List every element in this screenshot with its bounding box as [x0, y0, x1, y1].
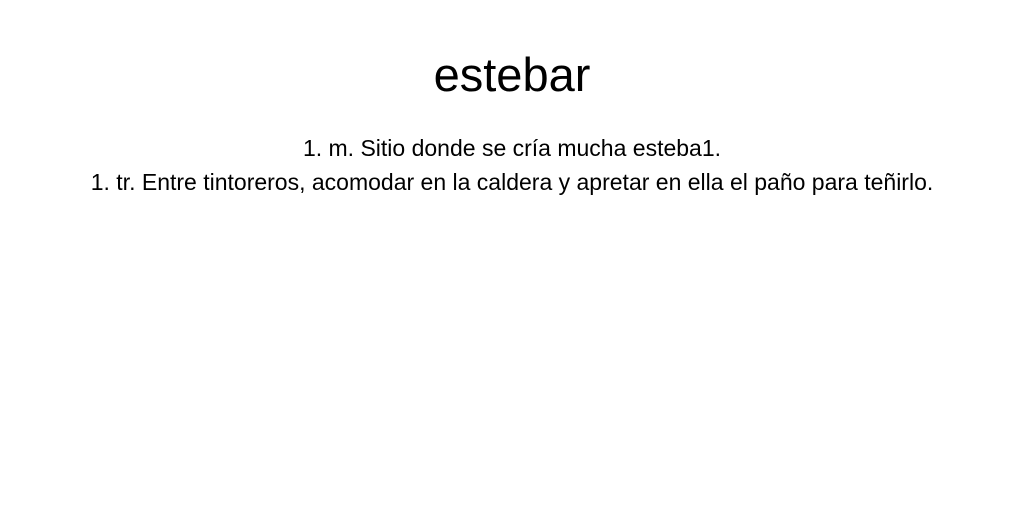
page-title: estebar [433, 48, 591, 101]
definitions-list [88, 130, 936, 200]
definition-1: 1. m. Sitio donde se cría mucha esteba1. [302, 135, 722, 161]
definition-2: 1. tr. Entre tintoreros, acomodar en la caldera y apretar en ella el paño para teñirlo. [90, 169, 934, 195]
